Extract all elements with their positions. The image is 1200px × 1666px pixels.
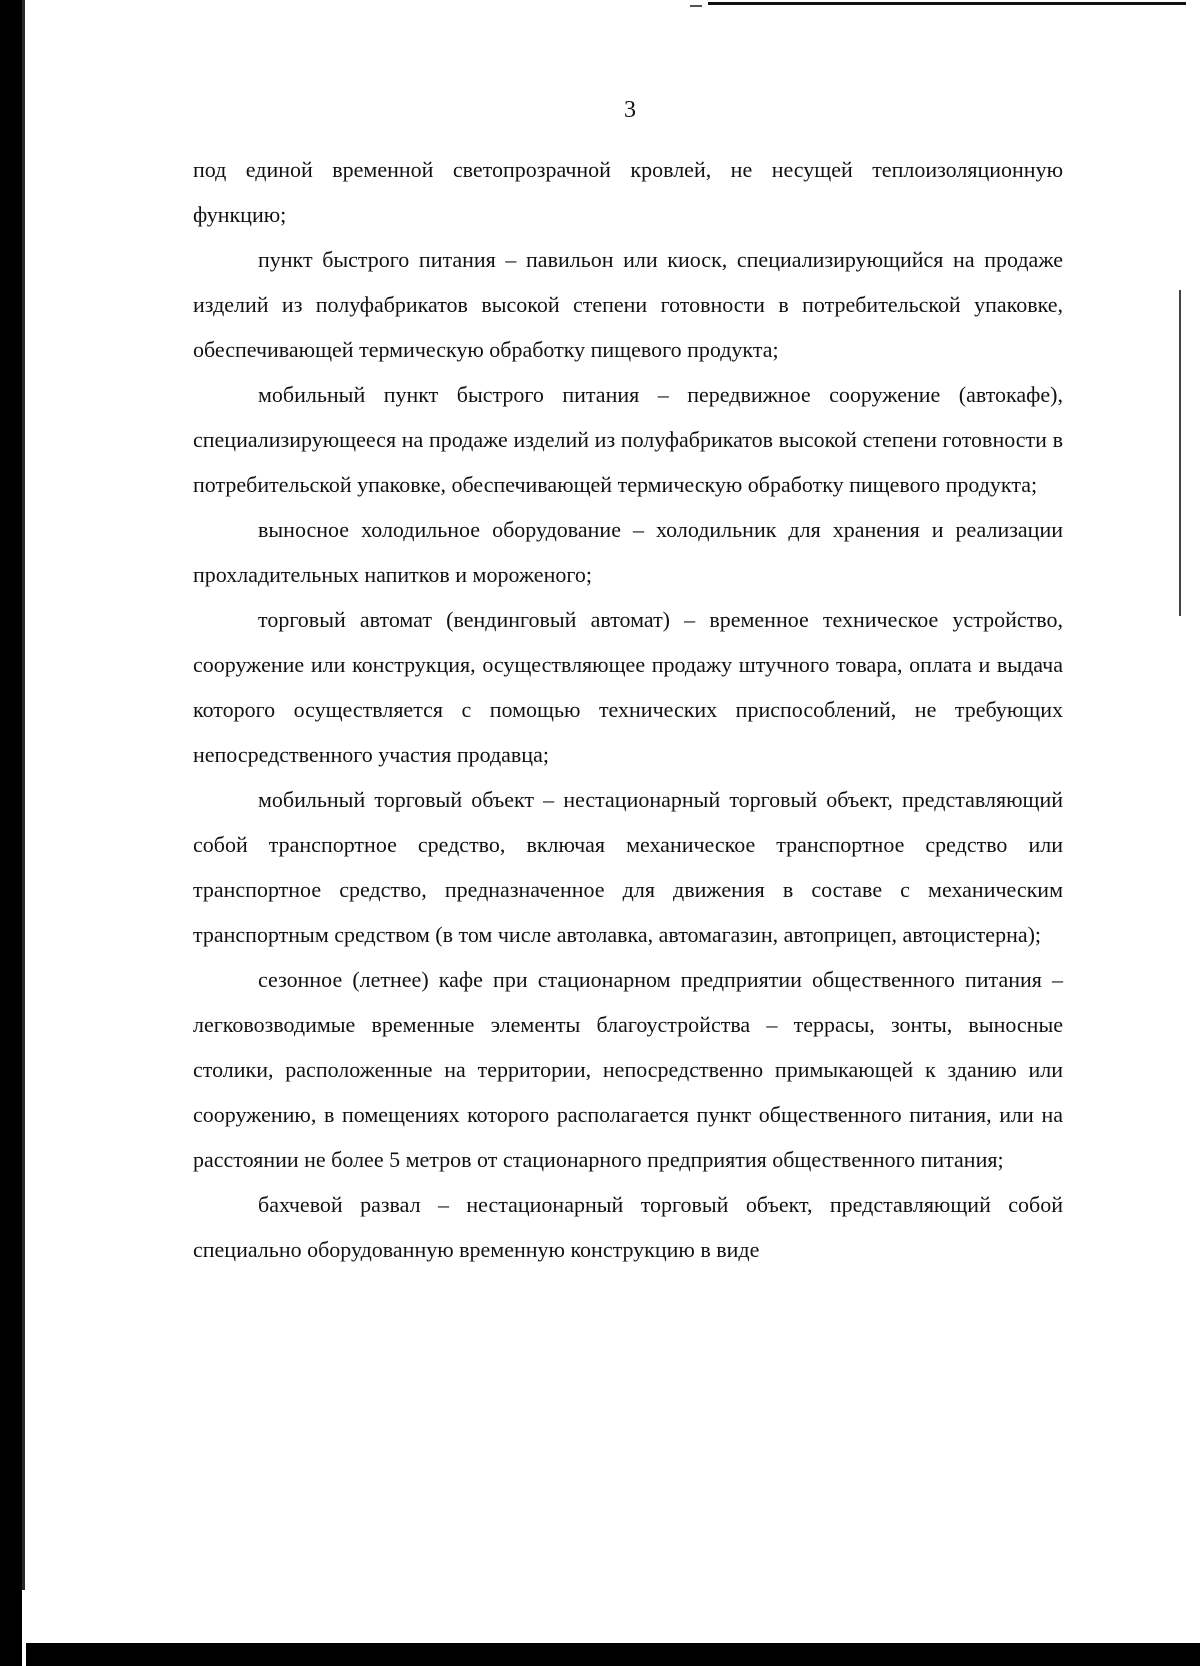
paragraph-continuation: под единой временной светопрозрачной кровлей, не несущей теплоизоляционную функцию;: [193, 157, 1063, 227]
paragraph-fast-food-point: пункт быстрого питания – павильон или киоск, специализирующийся на продаже изделий из полуфабрикатов высокой степени готовности в потребительской упаковке, обеспечивающей термическую обработку пищевого продукта;: [193, 247, 1063, 362]
page-number: 3: [624, 97, 636, 123]
document-body: [193, 147, 1063, 1272]
paragraph-melon-stall: бахчевой развал – нестационарный торговый объект, представляющий собой специально оборудованную временную конструкцию в виде: [193, 1192, 1063, 1262]
scan-bottom-edge: [26, 1643, 1200, 1666]
paragraph-mobile-trade-object: мобильный торговый объект – нестационарный торговый объект, представляющий собой транспортное средство, включая механическое транспортное средство или транспортное средство, предназначенное для движения в составе с механическим транспортным средством (в том числе автолавка, автомагазин, автоприцеп, автоцистерна);: [193, 787, 1063, 947]
paragraph-vending-machine: торговый автомат (вендинговый автомат) – временное техническое устройство, сооружение или конструкция, осуществляющее продажу штучного товара, оплата и выдача которого осуществляется с помощью технических приспособлений, не требующих непосредственного участия продавца;: [193, 607, 1063, 767]
scan-top-rule: [708, 2, 1186, 5]
paragraph-outdoor-refrigeration: выносное холодильное оборудование – холодильник для хранения и реализации прохладительных напитков и мороженого;: [193, 517, 1063, 587]
paragraph-seasonal-cafe: сезонное (летнее) кафе при стационарном предприятии общественного питания – легковозводимые временные элементы благоустройства – террасы, зонты, выносные столики, расположенные на территории, непосредственно примыкающей к зданию или сооружению, в помещениях которого располагается пункт общественного питания, или на расстоянии не более 5 метров от стационарного предприятия общественного питания;: [193, 967, 1063, 1172]
scan-left-edge-line: [22, 0, 25, 1590]
scan-top-dash: [690, 5, 702, 7]
scan-right-margin-mark: [1179, 290, 1181, 616]
scan-left-edge: [0, 0, 22, 1666]
paragraph-mobile-fast-food-point: мобильный пункт быстрого питания – передвижное сооружение (автокафе), специализирующееся на продаже изделий из полуфабрикатов высокой степени готовности в потребительской упаковке, обеспечивающей термическую обработку пищевого продукта;: [193, 382, 1063, 497]
